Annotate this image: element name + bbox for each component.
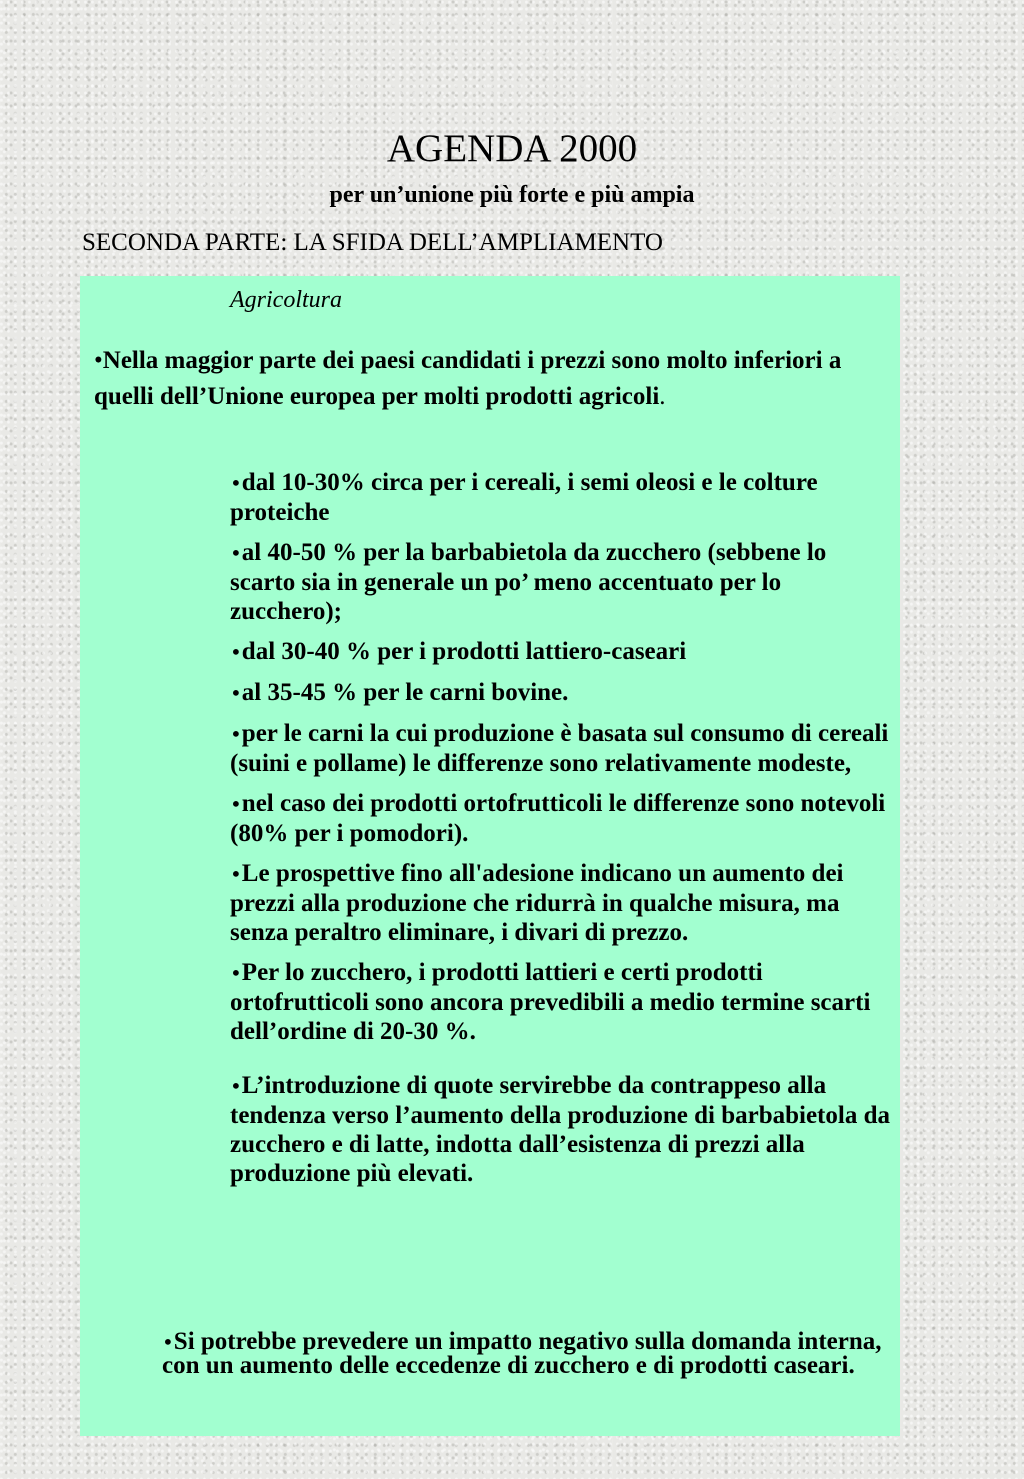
list-item bbox=[230, 538, 890, 626]
list-item-text: per le carni la cui produzione è basata sul consumo di cereali (suini e pollame) le differenze sono relativamente modeste, bbox=[230, 720, 889, 777]
list-item bbox=[230, 468, 890, 527]
lead-period: . bbox=[659, 383, 666, 410]
list-item bbox=[230, 859, 890, 947]
bullet-marker: • bbox=[230, 862, 242, 886]
list-item bbox=[230, 719, 890, 778]
list-item-text: Per lo zucchero, i prodotti lattieri e certi prodotti ortofrutticoli sono ancora prevedibili a medio termine scarti dell’ordine di 20-30 %. bbox=[230, 959, 871, 1045]
bullet-marker: • bbox=[230, 541, 242, 565]
panel-heading: Agricoltura bbox=[230, 287, 342, 313]
bullet-marker: • bbox=[230, 961, 242, 985]
bullet-marker: • bbox=[230, 640, 242, 664]
closing-paragraph bbox=[162, 1330, 882, 1378]
bullet-marker: • bbox=[230, 792, 242, 816]
document-title: AGENDA 2000 bbox=[386, 127, 638, 170]
list-item-text: L’introduzione di quote servirebbe da contrappeso alla tendenza verso l’aumento della produzione di barbabietola da zucchero e di latte, indotta dall’esistenza di prezzi alla produzione più elevati. bbox=[230, 1072, 890, 1187]
document-subtitle: per un’unione più forte e più ampia bbox=[329, 182, 695, 208]
list-item-text: nel caso dei prodotti ortofrutticoli le differenze sono notevoli (80% per i pomodori). bbox=[230, 790, 886, 847]
section-heading: SECONDA PARTE: LA SFIDA DELL’AMPLIAMENTO bbox=[82, 229, 663, 256]
bullet-marker: • bbox=[230, 681, 242, 705]
content-panel bbox=[80, 276, 900, 1436]
list-item-text: dal 10-30% circa per i cereali, i semi oleosi e le colture proteiche bbox=[230, 469, 818, 526]
list-item bbox=[230, 678, 890, 708]
lead-text: Nella maggior parte dei paesi candidati i prezzi sono molto inferiori a quelli dell’Unione europea per molti prodotti agricoli bbox=[94, 347, 842, 410]
list-item-text: al 40-50 % per la barbabietola da zucchero (sebbene lo scarto sia in generale un po’ meno accentuato per lo zucchero); bbox=[230, 539, 827, 625]
list-item bbox=[230, 789, 890, 848]
bullet-marker: • bbox=[230, 722, 242, 746]
lead-paragraph bbox=[94, 343, 894, 415]
list-item bbox=[230, 958, 890, 1046]
list-item-text: al 35-45 % per le carni bovine. bbox=[241, 679, 569, 706]
list-item bbox=[230, 637, 890, 667]
bullet-marker: • bbox=[162, 1330, 174, 1354]
bullet-marker: • bbox=[230, 1074, 242, 1098]
bullet-marker: • bbox=[230, 471, 242, 495]
list-item bbox=[230, 1071, 890, 1188]
price-gap-list bbox=[230, 468, 890, 1199]
list-item-text: dal 30-40 % per i prodotti lattiero-caseari bbox=[241, 638, 687, 665]
bullet-marker: • bbox=[94, 347, 103, 374]
closing-text: Si potrebbe prevedere un impatto negativo sulla domanda interna, con un aumento delle eccedenze di zucchero e di prodotti caseari. bbox=[162, 1328, 882, 1379]
list-item-text: Le prospettive fino all'adesione indicano un aumento dei prezzi alla produzione che ridurrà in qualche misura, ma senza peraltro eliminare, i divari di prezzo. bbox=[230, 860, 844, 946]
